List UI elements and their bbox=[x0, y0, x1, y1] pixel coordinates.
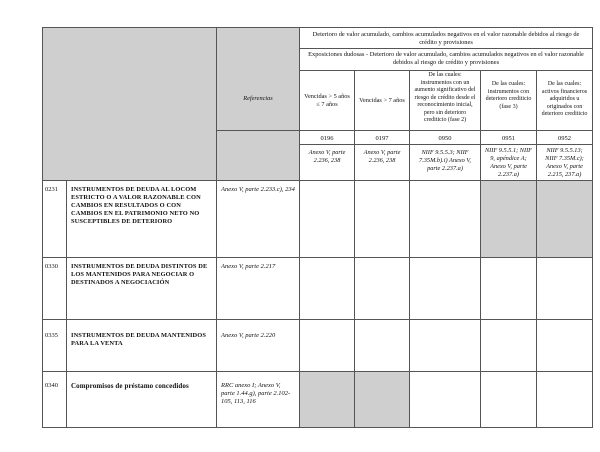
col-code-0197: 0197 bbox=[355, 131, 410, 145]
col-ref-0952: NIIF 9.5.5.13; NIIF 7.35M.c); Anexo V, parte 2.215, 237.a) bbox=[537, 145, 593, 180]
row-reference: Anexo V, parte 2.220 bbox=[217, 319, 300, 371]
col-label-0951: De las cuales: instrumentos con deterioro crediticio (fase 3) bbox=[481, 71, 537, 131]
col-ref-0950: NIIF 9.5.5.3; NIIF 7.35M.b).i) Anexo V, parte 2.237.a) bbox=[410, 145, 481, 180]
header-sub-title: Exposiciones dudosas - Deterioro de valor acumulado, cambios acumulados negativos en el valor razonable debidos al riesgo de crédito y provisiones bbox=[300, 49, 593, 71]
col-code-0196: 0196 bbox=[300, 131, 355, 145]
financial-template-table bbox=[42, 27, 593, 428]
data-cell-0231-0196[interactable] bbox=[300, 180, 355, 257]
col-code-0950: 0950 bbox=[410, 131, 481, 145]
table-row bbox=[43, 371, 593, 427]
row-code: 0231 bbox=[43, 180, 67, 257]
row-label: Compromisos de préstamo concedidos bbox=[67, 371, 217, 427]
data-cell-0340-0952[interactable] bbox=[537, 371, 593, 427]
data-cell-0231-0197[interactable] bbox=[355, 180, 410, 257]
data-cell-0330-0196[interactable] bbox=[300, 257, 355, 319]
col-label-0197: Vencidas > 7 años bbox=[355, 71, 410, 131]
data-cell-0335-0952[interactable] bbox=[537, 319, 593, 371]
data-cell-0330-0952[interactable] bbox=[537, 257, 593, 319]
data-cell-0335-0951[interactable] bbox=[481, 319, 537, 371]
row-label: INSTRUMENTOS DE DEUDA MANTENIDOS PARA LA VENTA bbox=[67, 319, 217, 371]
header-main-title: Deterioro de valor acumulado, cambios acumulados negativos en el valor razonable debidos al riesgo de crédito y provisiones bbox=[300, 28, 593, 49]
col-label-0196: Vencidas > 5 años ≤ 7 años bbox=[300, 71, 355, 131]
data-cell-0231-0952 bbox=[537, 180, 593, 257]
data-cell-0340-0950[interactable] bbox=[410, 371, 481, 427]
col-label-0952: De las cuales: activos financieros adquiridos u originados con deterioro crediticio bbox=[537, 71, 593, 131]
row-reference: Anexo V, parte 2.217 bbox=[217, 257, 300, 319]
col-ref-0951: NIIF 9.5.5.1; NIIF 9, apéndice A; Anexo V, parte 2.237.a) bbox=[481, 145, 537, 180]
header-references-cell bbox=[217, 28, 300, 131]
data-cell-0340-0197 bbox=[355, 371, 410, 427]
data-cell-0335-0196[interactable] bbox=[300, 319, 355, 371]
row-label: INSTRUMENTOS DE DEUDA AL LOCOM ESTRICTO O A VALOR RAZONABLE CON CAMBIOS EN RESULTADOS O CON CAMBIOS EN EL PATRIMONIO NETO NO SUSCEPTIBLES DE DETERIORO bbox=[67, 180, 217, 257]
data-cell-0330-0950[interactable] bbox=[410, 257, 481, 319]
row-reference: RRC anexo I; Anexo V, parte 1.44.g), parte 2.102-105, 113, 116 bbox=[217, 371, 300, 427]
row-code: 0335 bbox=[43, 319, 67, 371]
row-code: 0330 bbox=[43, 257, 67, 319]
table-row bbox=[43, 180, 593, 257]
header-references-grey-lower bbox=[217, 131, 300, 181]
data-cell-0340-0951[interactable] bbox=[481, 371, 537, 427]
col-code-0952: 0952 bbox=[537, 131, 593, 145]
data-cell-0330-0197[interactable] bbox=[355, 257, 410, 319]
col-label-0950: De las cuales: instrumentos con un aumento significativo del riesgo de crédito desde el reconocimiento inicial, pero sin deterioro crediticio (fase 2) bbox=[410, 71, 481, 131]
data-cell-0231-0951 bbox=[481, 180, 537, 257]
col-code-0951: 0951 bbox=[481, 131, 537, 145]
data-cell-0330-0951[interactable] bbox=[481, 257, 537, 319]
data-cell-0335-0950[interactable] bbox=[410, 319, 481, 371]
header-blank-cell bbox=[43, 28, 217, 181]
row-code: 0340 bbox=[43, 371, 67, 427]
data-cell-0335-0197[interactable] bbox=[355, 319, 410, 371]
row-label: INSTRUMENTOS DE DEUDA DISTINTOS DE LOS MANTENIDOS PARA NEGOCIAR O DESTINADOS A NEGOCIACIÓN bbox=[67, 257, 217, 319]
table-row bbox=[43, 319, 593, 371]
data-cell-0340-0196 bbox=[300, 371, 355, 427]
row-reference: Anexo V, parte 2.233.c), 234 bbox=[217, 180, 300, 257]
data-cell-0231-0950[interactable] bbox=[410, 180, 481, 257]
references-label: Referencias bbox=[243, 94, 273, 102]
col-ref-0196: Anexo V, parte 2.236, 238 bbox=[300, 145, 355, 180]
table-row bbox=[43, 257, 593, 319]
col-ref-0197: Anexo V, parte 2.236, 238 bbox=[355, 145, 410, 180]
